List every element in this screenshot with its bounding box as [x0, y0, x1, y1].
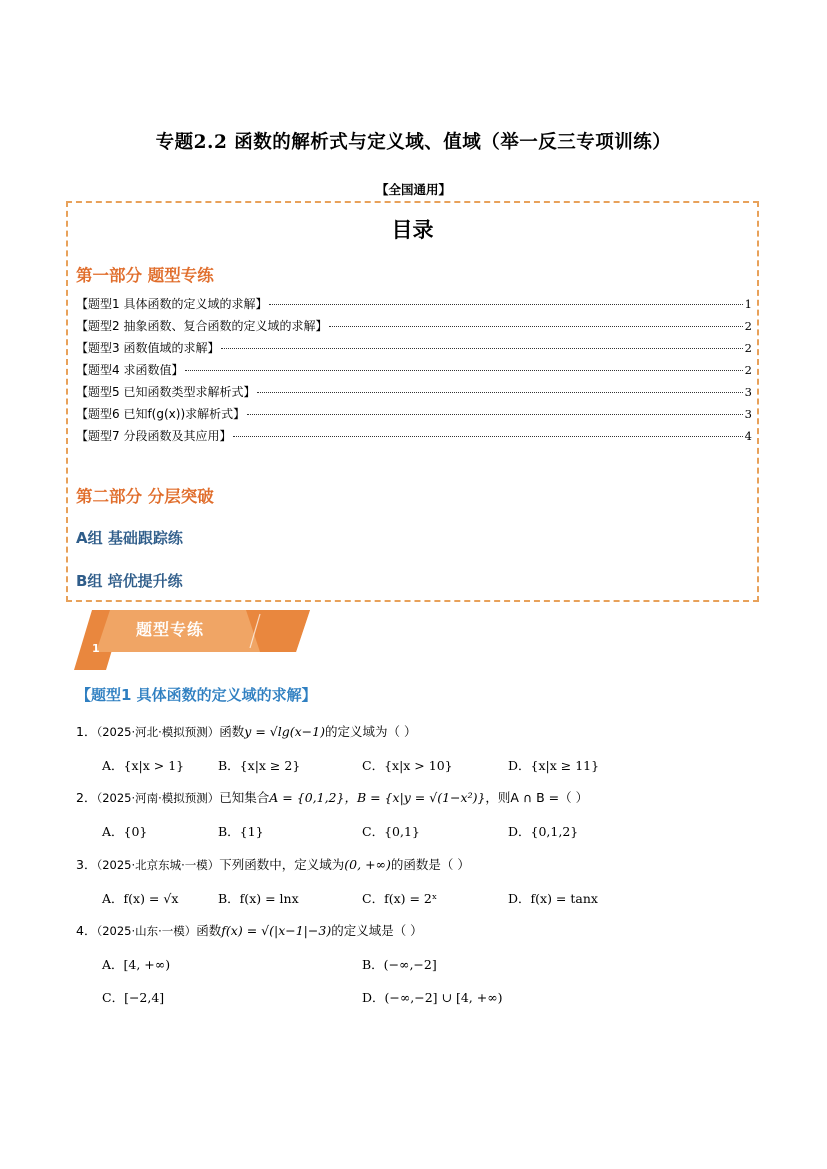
- question-number: 2．: [76, 790, 97, 805]
- toc-item-page: 2: [744, 363, 752, 377]
- banner-number: 1: [92, 642, 100, 655]
- toc-item-page: 4: [744, 429, 752, 443]
- toc-leader: [247, 414, 743, 415]
- toc-leader: [269, 304, 742, 305]
- toc-item[interactable]: [76, 295, 752, 313]
- toc-item-label: 【题型3 函数值域的求解】: [76, 341, 220, 355]
- question-math: f(x) = √(|x−1|−3): [221, 923, 332, 938]
- question-number: 4．: [76, 923, 97, 938]
- section-heading: 【题型1 具体函数的定义域的求解】: [76, 686, 317, 704]
- question-stem-post: 的定义域是（ ）: [331, 923, 423, 938]
- option-b[interactable]: B．f(x) = lnx: [218, 891, 299, 906]
- toc-item-page: 2: [744, 341, 752, 355]
- question-stem-post: 的函数是（ ）: [390, 857, 470, 872]
- page-title: 专题2.2 函数的解析式与定义域、值域（举一反三专项训练）: [155, 132, 672, 153]
- toc-part1-title: 第一部分 题型专练: [76, 266, 214, 285]
- toc-item-page: 2: [744, 319, 752, 333]
- option-d[interactable]: D．{x|x ≥ 11}: [508, 758, 600, 773]
- question-stem-post: 的定义域为（ ）: [324, 724, 417, 739]
- question-source: （2025·河北·模拟预测）: [96, 725, 220, 739]
- toc-group-b[interactable]: B组 培优提升练: [76, 572, 183, 590]
- option-c[interactable]: C．{0,1}: [362, 824, 420, 839]
- toc-item[interactable]: [76, 427, 752, 445]
- toc-leader: [185, 370, 742, 371]
- question-stem-pre: 函数: [196, 923, 222, 938]
- toc-item-label: 【题型4 求函数值】: [76, 363, 184, 377]
- toc-item-label: 【题型2 抽象函数、复合函数的定义域的求解】: [76, 319, 328, 333]
- question-number: 1．: [76, 724, 97, 739]
- option-a[interactable]: A．{x|x > 1}: [102, 758, 185, 773]
- toc-item-label: 【题型6 已知f(g(x))求解析式】: [76, 407, 246, 421]
- option-d[interactable]: D．(−∞,−2] ∪ [4, +∞): [362, 990, 503, 1005]
- question-4: [76, 921, 423, 941]
- option-d[interactable]: D．{0,1,2}: [508, 824, 579, 839]
- question-1: [76, 722, 416, 742]
- question-stem-pre: 下列函数中，定义域为: [219, 857, 345, 872]
- option-b[interactable]: B．(−∞,−2]: [362, 957, 437, 972]
- toc-item[interactable]: [76, 361, 752, 379]
- toc-leader: [221, 348, 742, 349]
- question-source: （2025·河南·模拟预测）: [96, 791, 220, 805]
- toc-heading: 目录: [391, 218, 434, 242]
- page-subtitle: 【全国通用】: [375, 182, 451, 197]
- toc-item-page: 3: [744, 407, 752, 421]
- option-c[interactable]: C．f(x) = 2ˣ: [362, 891, 438, 906]
- toc-item[interactable]: [76, 405, 752, 423]
- toc-item-label: 【题型5 已知函数类型求解析式】: [76, 385, 256, 399]
- option-c[interactable]: C．[−2,4]: [102, 990, 165, 1005]
- question-number: 3．: [76, 857, 97, 872]
- option-b[interactable]: B．{x|x ≥ 2}: [218, 758, 301, 773]
- question-stem-pre: 已知集合: [219, 790, 270, 805]
- option-c[interactable]: C．{x|x > 10}: [362, 758, 453, 773]
- toc-leader: [257, 392, 742, 393]
- question-math: (0, +∞): [344, 857, 391, 872]
- toc-item[interactable]: [76, 339, 752, 357]
- option-a[interactable]: A．{0}: [102, 824, 148, 839]
- option-a[interactable]: A．[4, +∞): [102, 957, 171, 972]
- toc-item-label: 【题型7 分段函数及其应用】: [76, 429, 232, 443]
- toc-group-a[interactable]: A组 基础跟踪练: [76, 529, 183, 547]
- question-3: [76, 855, 470, 875]
- toc-item-page: 1: [744, 297, 752, 311]
- toc-part2-title: 第二部分 分层突破: [76, 487, 214, 506]
- question-math: y = √lg(x−1): [244, 724, 325, 739]
- toc-item[interactable]: [76, 317, 752, 335]
- toc-item-label: 【题型1 具体函数的定义域的求解】: [76, 297, 268, 311]
- option-d[interactable]: D．f(x) = tanx: [508, 891, 598, 906]
- question-math: A = {0,1,2}，B = {x|y = √(1−x²)}: [269, 790, 486, 805]
- toc-item-page: 3: [744, 385, 752, 399]
- question-source: （2025·北京东城·一模）: [96, 858, 220, 872]
- toc-item[interactable]: [76, 383, 752, 401]
- toc-leader: [329, 326, 742, 327]
- question-2: [76, 788, 588, 808]
- option-b[interactable]: B．{1}: [218, 824, 264, 839]
- question-stem-post: ，则A ∩ B =（ ）: [485, 790, 589, 805]
- question-stem-pre: 函数: [219, 724, 245, 739]
- option-a[interactable]: A．f(x) = √x: [102, 891, 179, 906]
- banner-title: 题型专练: [136, 620, 205, 639]
- question-source: （2025·山东·一模）: [96, 924, 197, 938]
- toc-leader: [233, 436, 742, 437]
